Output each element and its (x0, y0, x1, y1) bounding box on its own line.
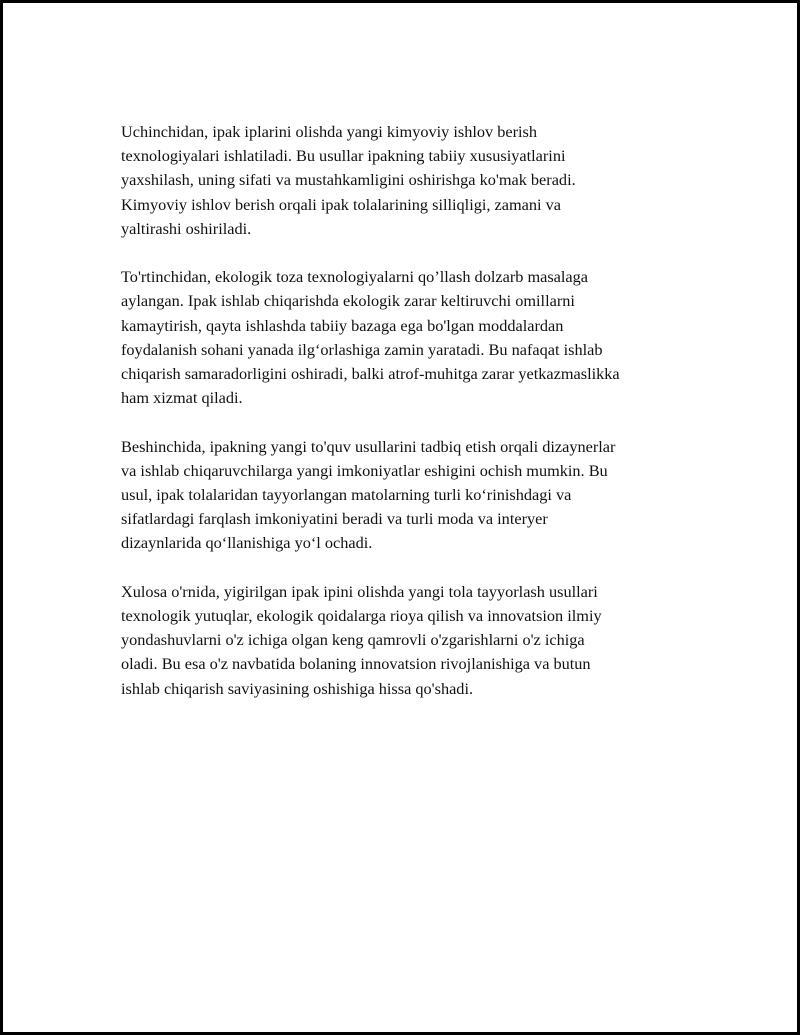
document-body (121, 120, 691, 725)
text-line: usul, ipak tolalaridan tayyorlangan matolarning turli ko‘rinishdagi va (121, 485, 572, 505)
paragraph-1 (121, 120, 691, 241)
text-line: Beshinchida, ipakning yangi to'quv usullarini tadbiq etish orqali dizaynerlar (121, 436, 616, 456)
text-line: sifatlardagi farqlash imkoniyatini beradi va turli moda va interyer (121, 509, 548, 529)
text-line: texnologik yutuqlar, ekologik qoidalarga rioya qilish va innovatsion ilmiy (121, 606, 602, 626)
text-line: Xulosa o'rnida, yigirilgan ipak ipini olishda yangi tola tayyorlash usullari (121, 581, 598, 601)
text-line: chiqarish samaradorligini oshiradi, balki atrof-muhitga zarar yetkazmaslikka (121, 364, 620, 384)
paragraph-4 (121, 580, 691, 701)
text-line: texnologiyalari ishlatiladi. Bu usullar ipakning tabiiy xususiyatlarini (121, 146, 566, 166)
text-line: yaltirashi oshiriladi. (121, 218, 252, 238)
text-line: Uchinchidan, ipak iplarini olishda yangi kimyoviy ishlov berish (121, 122, 538, 141)
paragraph-2 (121, 265, 691, 410)
text-line: ham xizmat qiladi. (121, 388, 243, 408)
text-line: To'rtinchidan, ekologik toza texnologiyalarni qo’llash dolzarb masalaga (121, 267, 589, 287)
text-line: yondashuvlarni o'z ichiga olgan keng qamrovli o'zgarishlarni o'z ichiga (121, 630, 585, 650)
text-line: yaxshilash, uning sifati va mustahkamligini oshirishga ko'mak beradi. (121, 170, 576, 190)
text-line: foydalanish sohani yanada ilg‘orlashiga zamin yaratadi. Bu nafaqat ishlab (121, 339, 603, 359)
text-line: Kimyoviy ishlov berish orqali ipak tolalarining silliqligi, zamani va (121, 194, 561, 214)
text-line: va ishlab chiqaruvchilarga yangi imkoniyatlar eshigini ochish mumkin. Bu (121, 460, 608, 480)
text-line: kamaytirish, qayta ishlashda tabiiy bazaga ega bo'lgan moddalardan (121, 315, 564, 335)
paragraph-3 (121, 435, 691, 556)
text-line: dizaynlarida qo‘llanishiga yo‘l ochadi. (121, 533, 373, 553)
text-line: oladi. Bu esa o'z navbatida bolaning innovatsion rivojlanishiga va butun (121, 654, 591, 674)
text-line: ishlab chiqarish saviyasining oshishiga hissa qo'shadi. (121, 678, 474, 698)
text-line: aylangan. Ipak ishlab chiqarishda ekologik zarar keltiruvchi omillarni (121, 291, 575, 311)
